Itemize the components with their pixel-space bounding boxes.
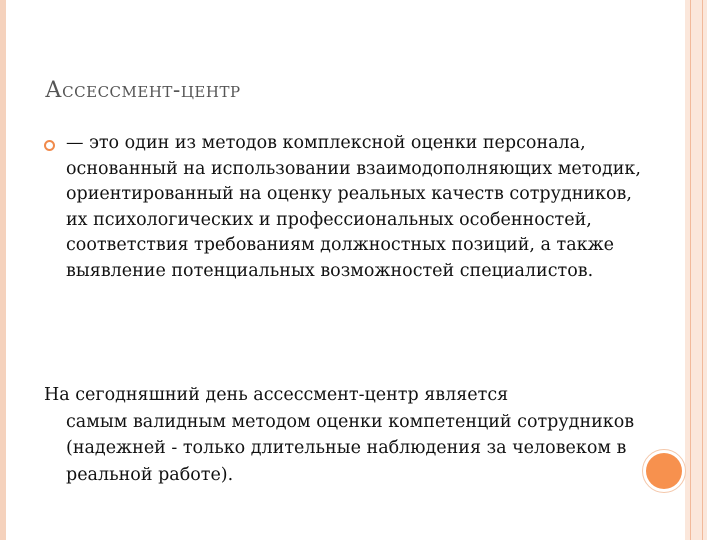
body-paragraph [44, 382, 644, 488]
right-bar-line-left [690, 0, 691, 540]
decorative-orange-circle-icon [646, 453, 682, 489]
body-paragraph-rest: самым валидным методом оценки компетенций сотрудников (надежней - только длительные наблюдения за человеком в реальной работе). [66, 411, 635, 485]
body-paragraph-first-line: На сегодняшний день ассессмент-центр является [44, 385, 509, 405]
right-bar-line-right [702, 0, 703, 540]
slide-title: Ассессмент-центр [45, 78, 241, 103]
right-decorative-bar [685, 0, 707, 540]
circle-bullet-icon [44, 140, 55, 151]
definition-text: — это один из методов комплексной оценки персонала, основанный на использовании взаимодополняющих методик, ориентированный на оценку реальных качеств сотрудников, их психологических и профессиональных особенностей, соответствия требованиям должностных позиций, а также выявление потенциальных возможностей специалистов. [66, 133, 641, 281]
